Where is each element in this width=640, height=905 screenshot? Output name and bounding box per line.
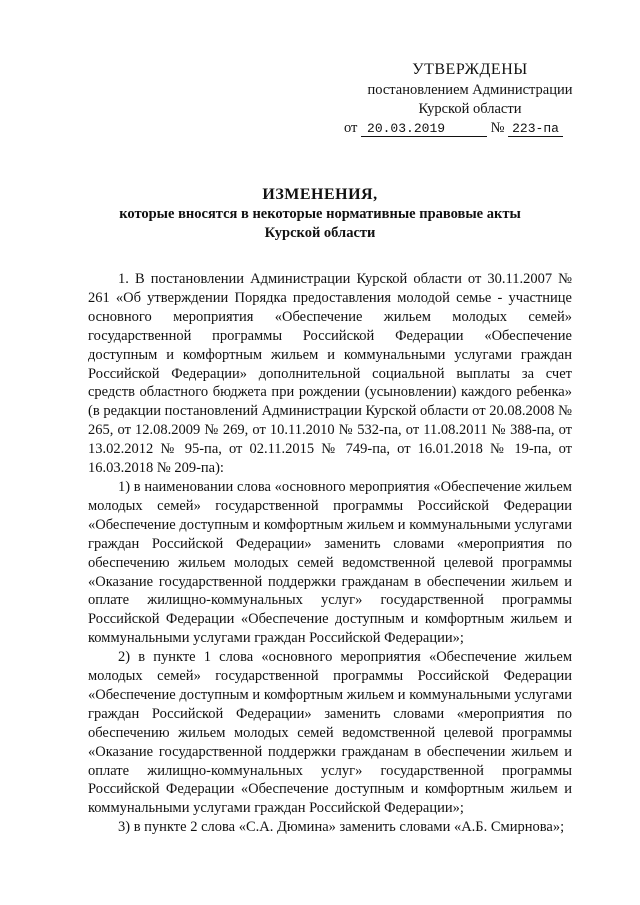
- number-prefix: №: [490, 120, 505, 136]
- approval-date-line: [330, 119, 610, 138]
- approval-block: [330, 60, 610, 138]
- title-subtitle-1: которые вносятся в некоторые нормативные правовые акты: [119, 206, 521, 222]
- approval-heading: УТВЕРЖДЕНЫ: [412, 61, 528, 78]
- paragraph-2: 1) в наименовании слова «основного мероприятия «Обеспечение жильем молодых семей» государственной программы Российской Федерации «Обеспечение доступным и комфортным жильем и коммунальными услугами граждан Российской Федерации» заменить словами «мероприятия по обеспечению жильем молодых семей ведомственной целевой программы «Оказание государственной поддержки гражданам в обеспечении жильем и оплате жилищно-коммунальных услуг» государственной программы Российской Федерации «Обеспечение доступным и комфортным жильем и коммунальными услугами граждан Российской Федерации»;: [88, 478, 572, 647]
- paragraph-4: 3) в пункте 2 слова «С.А. Дюмина» заменить словами «А.Б. Смирнова»;: [118, 819, 565, 836]
- date-prefix: от: [344, 120, 358, 136]
- paragraph-1: 1. В постановлении Администрации Курской области от 30.11.2007 № 261 «Об утверждении Порядка предоставления молодой семье - участнице основного мероприятия «Обеспечение жильем молодых семей» государственной программы Российской Федерации «Обеспечение доступным и комфортным жильем и коммунальными услугами граждан Российской Федерации» дополнительной социальной выплаты за счет средств областного бюджета при рождении (усыновлении) каждого ребенка» (в редакции постановлений Администрации Курской области от 20.08.2008 № 265, от 12.08.2009 № 269, от 10.11.2010 № 532-па, от 11.08.2011 № 388-па, от 13.02.2012 № 95-па, от 02.11.2015 № 749-па, от 16.01.2018 № 19-па, от 16.03.2018 № 209-па):: [88, 271, 572, 477]
- paragraph-3: 2) в пункте 1 слова «основного мероприятия «Обеспечение жильем молодых семей» государственной программы Российской Федерации «Обеспечение доступным и комфортным жильем и коммунальными услугами граждан Российской Федерации» заменить словами «мероприятия по обеспечению жильем молодых семей ведомственной целевой программы «Оказание государственной поддержки гражданам в обеспечении жильем и оплате жилищно-коммунальных услуг» государственной программы Российской Федерации «Обеспечение доступным и комфортным жильем и коммунальными услугами граждан Российской Федерации»;: [88, 649, 572, 817]
- approval-authority: постановлением Администрации: [367, 82, 573, 98]
- title-subtitle-2: Курской области: [264, 225, 376, 241]
- document-title: [60, 185, 580, 243]
- approval-date: 20.03.2019: [361, 121, 487, 137]
- approval-region: Курской области: [418, 101, 522, 117]
- approval-number: 223-па: [508, 121, 563, 137]
- title-main: ИЗМЕНЕНИЯ,: [262, 186, 378, 203]
- document-body: [88, 270, 572, 837]
